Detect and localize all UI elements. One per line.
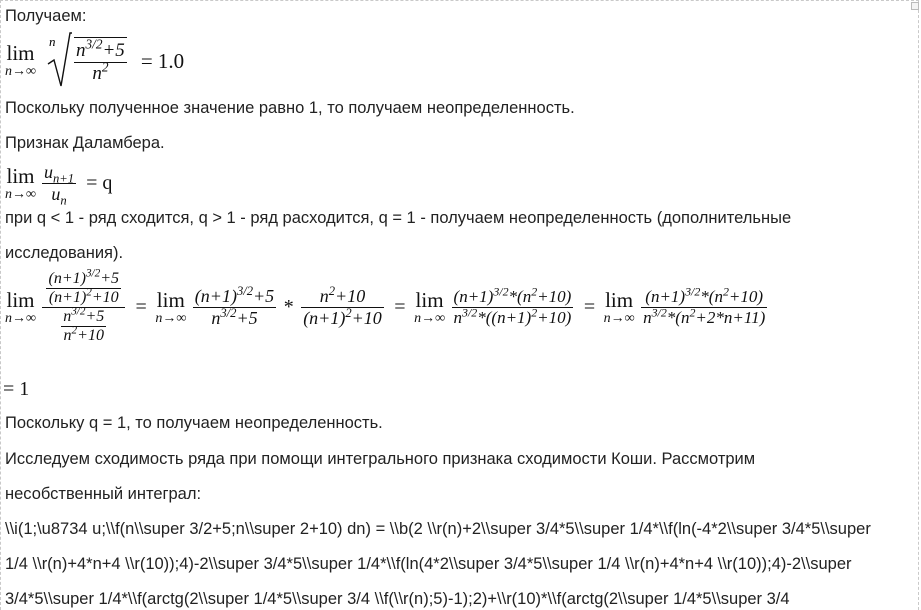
limit-operator: lim n→∞ (5, 287, 36, 326)
equals-sign: = (135, 296, 147, 318)
result-value: = 1 (3, 378, 30, 400)
limit-operator: lim n→∞ (5, 41, 36, 79)
svg-text:n: n (48, 34, 56, 49)
equation-root-limit (5, 30, 188, 92)
resize-handle[interactable] (911, 2, 919, 10)
limit-operator: lim n→∞ (414, 287, 446, 326)
text-line: Исследуем сходимость ряда при помощи интегрального признака сходимости Коши. Рассмотрим (5, 450, 756, 468)
equals-sign: = (394, 296, 406, 318)
limit-operator: lim n→∞ (5, 163, 36, 202)
text-line: Поскольку q = 1, то получаем неопределенность. (5, 414, 383, 432)
limit-operator: lim n→∞ (603, 287, 635, 326)
compound-fraction: $\frac{\frac{(n+1)^{3/2}+5}{(n+1)^2+10}}{\frac{n^{3/2}+5}{n^2+10}}$ (42, 270, 125, 345)
text-line: исследования). (5, 244, 124, 262)
raw-formula-line: \\i(1;\u8734 u;\\f(n\\super 3/2+5;n\\super 2+10) dn) = \\b(2 \\r(n)+2\\super 3/4*5\\super 1/4*\\f(ln(-4*2\\super 3/4*5\\super (5, 520, 871, 538)
text-line: Поскольку полученное значение равно 1, то получаем неопределенность. (5, 99, 575, 117)
text-line: при q < 1 - ряд сходится, q > 1 - ряд расходится, q = 1 - получаем неопределенность (дополнительные (5, 209, 792, 227)
fraction: $\frac{(n+1)^{3/2}*(n^2+10)}{n^{3/2}*((n+1)^2+10)}$ (453, 284, 572, 327)
text-line: несобственный интеграл: (5, 485, 202, 503)
raw-formula-line: 3/4*5\\super 1/4*\\f(arctg(2\\super 1/4*5\\super 3/4 \\f(\\r(n);5)-1);2)+\\r(10)*\\f(arctg(2\\super 1/4*5\\super 3/4 (5, 590, 790, 608)
ratio-fraction: $\frac{u_{n+1}}{u_n}$ (43, 162, 75, 208)
text-line: Получаем: (5, 7, 87, 25)
fraction: $\frac{n^2+10}{(n+1)^2+10}$ (303, 284, 382, 328)
equation-ratio-limit (5, 267, 769, 345)
result-value: = q (86, 172, 113, 194)
radicand-fraction: $\frac{n^{3/2}+5}{n^2}$ (75, 36, 125, 84)
limit-operator: lim n→∞ (155, 287, 187, 326)
radical-sign (46, 30, 72, 92)
fraction: $\frac{(n+1)^{3/2}+5}{n^{3/2}+5}$ (194, 284, 275, 328)
multiply-sign: * (283, 296, 294, 318)
fraction: $\frac{(n+1)^{3/2}*(n^2+10)}{n^{3/2}*(n^2+2*n+11)}$ (643, 284, 766, 327)
result-value: = 1.0 (140, 48, 185, 73)
equals-sign: = (583, 296, 596, 318)
equation-dalembert (5, 162, 116, 208)
text-line: Признак Даламбера. (5, 134, 165, 152)
raw-formula-line: 1/4 \\r(n)+4*n+4 \\r(10));4)-2\\super 3/4*5\\super 1/4*\\f(ln(4*2\\super 3/4*5\\super 1/4 \\r(n)+4*n+4 \\r(10));4)-2\\super (5, 555, 852, 573)
nth-root (46, 30, 133, 92)
